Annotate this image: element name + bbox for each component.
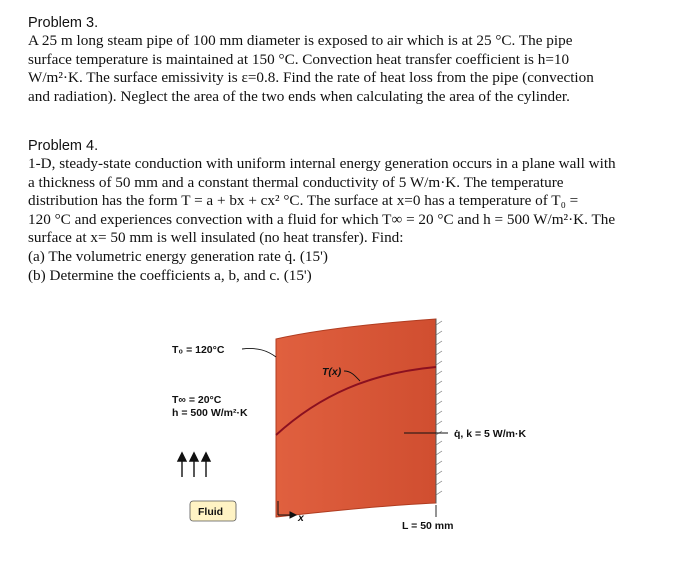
- problem-4-line: (b) Determine the coefficients a, b, and c. (15'): [28, 266, 312, 284]
- problem-4-line: a thickness of 50 mm and a constant thermal conductivity of 5 W/m·K. The temperature: [28, 173, 564, 191]
- problem-3-line: surface temperature is maintained at 150 °C. Convection heat transfer coefficient is h=10: [28, 50, 570, 68]
- tx-label: T(x): [322, 366, 342, 378]
- length-label: L = 50 mm: [402, 520, 454, 532]
- problem-4-line: distribution has the form T = a + bx + cx² °C. The surface at x=0 has a temperature of T₀ =: [28, 192, 579, 210]
- problem-4-line: (a) The volumetric energy generation rate q̇. (15'): [28, 247, 328, 265]
- wall-body: [276, 319, 436, 517]
- problem-4-line: surface at x= 50 mm is well insulated (no heat transfer). Find:: [28, 229, 404, 247]
- wall-diagram: [150, 305, 550, 545]
- qk-label: q̇, k = 5 W/m·K: [454, 428, 527, 440]
- problem-4-line: 120 °C and experiences convection with a fluid for which T∞ = 20 °C and h = 500 W/m²·K. The: [28, 210, 616, 228]
- problem-4-line: 1-D, steady-state conduction with uniform internal energy generation occurs in a plane wall with: [28, 155, 616, 172]
- problem-3-line: A 25 m long steam pipe of 100 mm diameter is exposed to air which is at 25 °C. The pipe: [28, 32, 573, 49]
- x-axis-label: x: [298, 512, 304, 524]
- insulation-hatching: [436, 319, 442, 503]
- problem-4-section: [28, 137, 696, 285]
- tinf-label: T∞ = 20°C: [172, 394, 222, 406]
- problem-3-line: W/m²·K. The surface emissivity is ε=0.8. Find the rate of heat loss from the pipe (convection: [28, 69, 594, 87]
- plane-wall-figure: [150, 305, 550, 545]
- h-label: h = 500 W/m²·K: [172, 407, 248, 419]
- t0-label: T₀ = 120°C: [172, 344, 225, 356]
- t0-leader-line: [242, 348, 276, 357]
- fluid-flow-arrows: [178, 453, 210, 477]
- problem-3-line: and radiation). Neglect the area of the two ends when calculating the area of the cylinder.: [28, 87, 570, 105]
- problem-4-title: Problem 4.: [28, 138, 99, 154]
- problem-3-section: [28, 14, 692, 106]
- fluid-label: Fluid: [198, 506, 224, 518]
- problem-3-title: Problem 3.: [28, 15, 99, 31]
